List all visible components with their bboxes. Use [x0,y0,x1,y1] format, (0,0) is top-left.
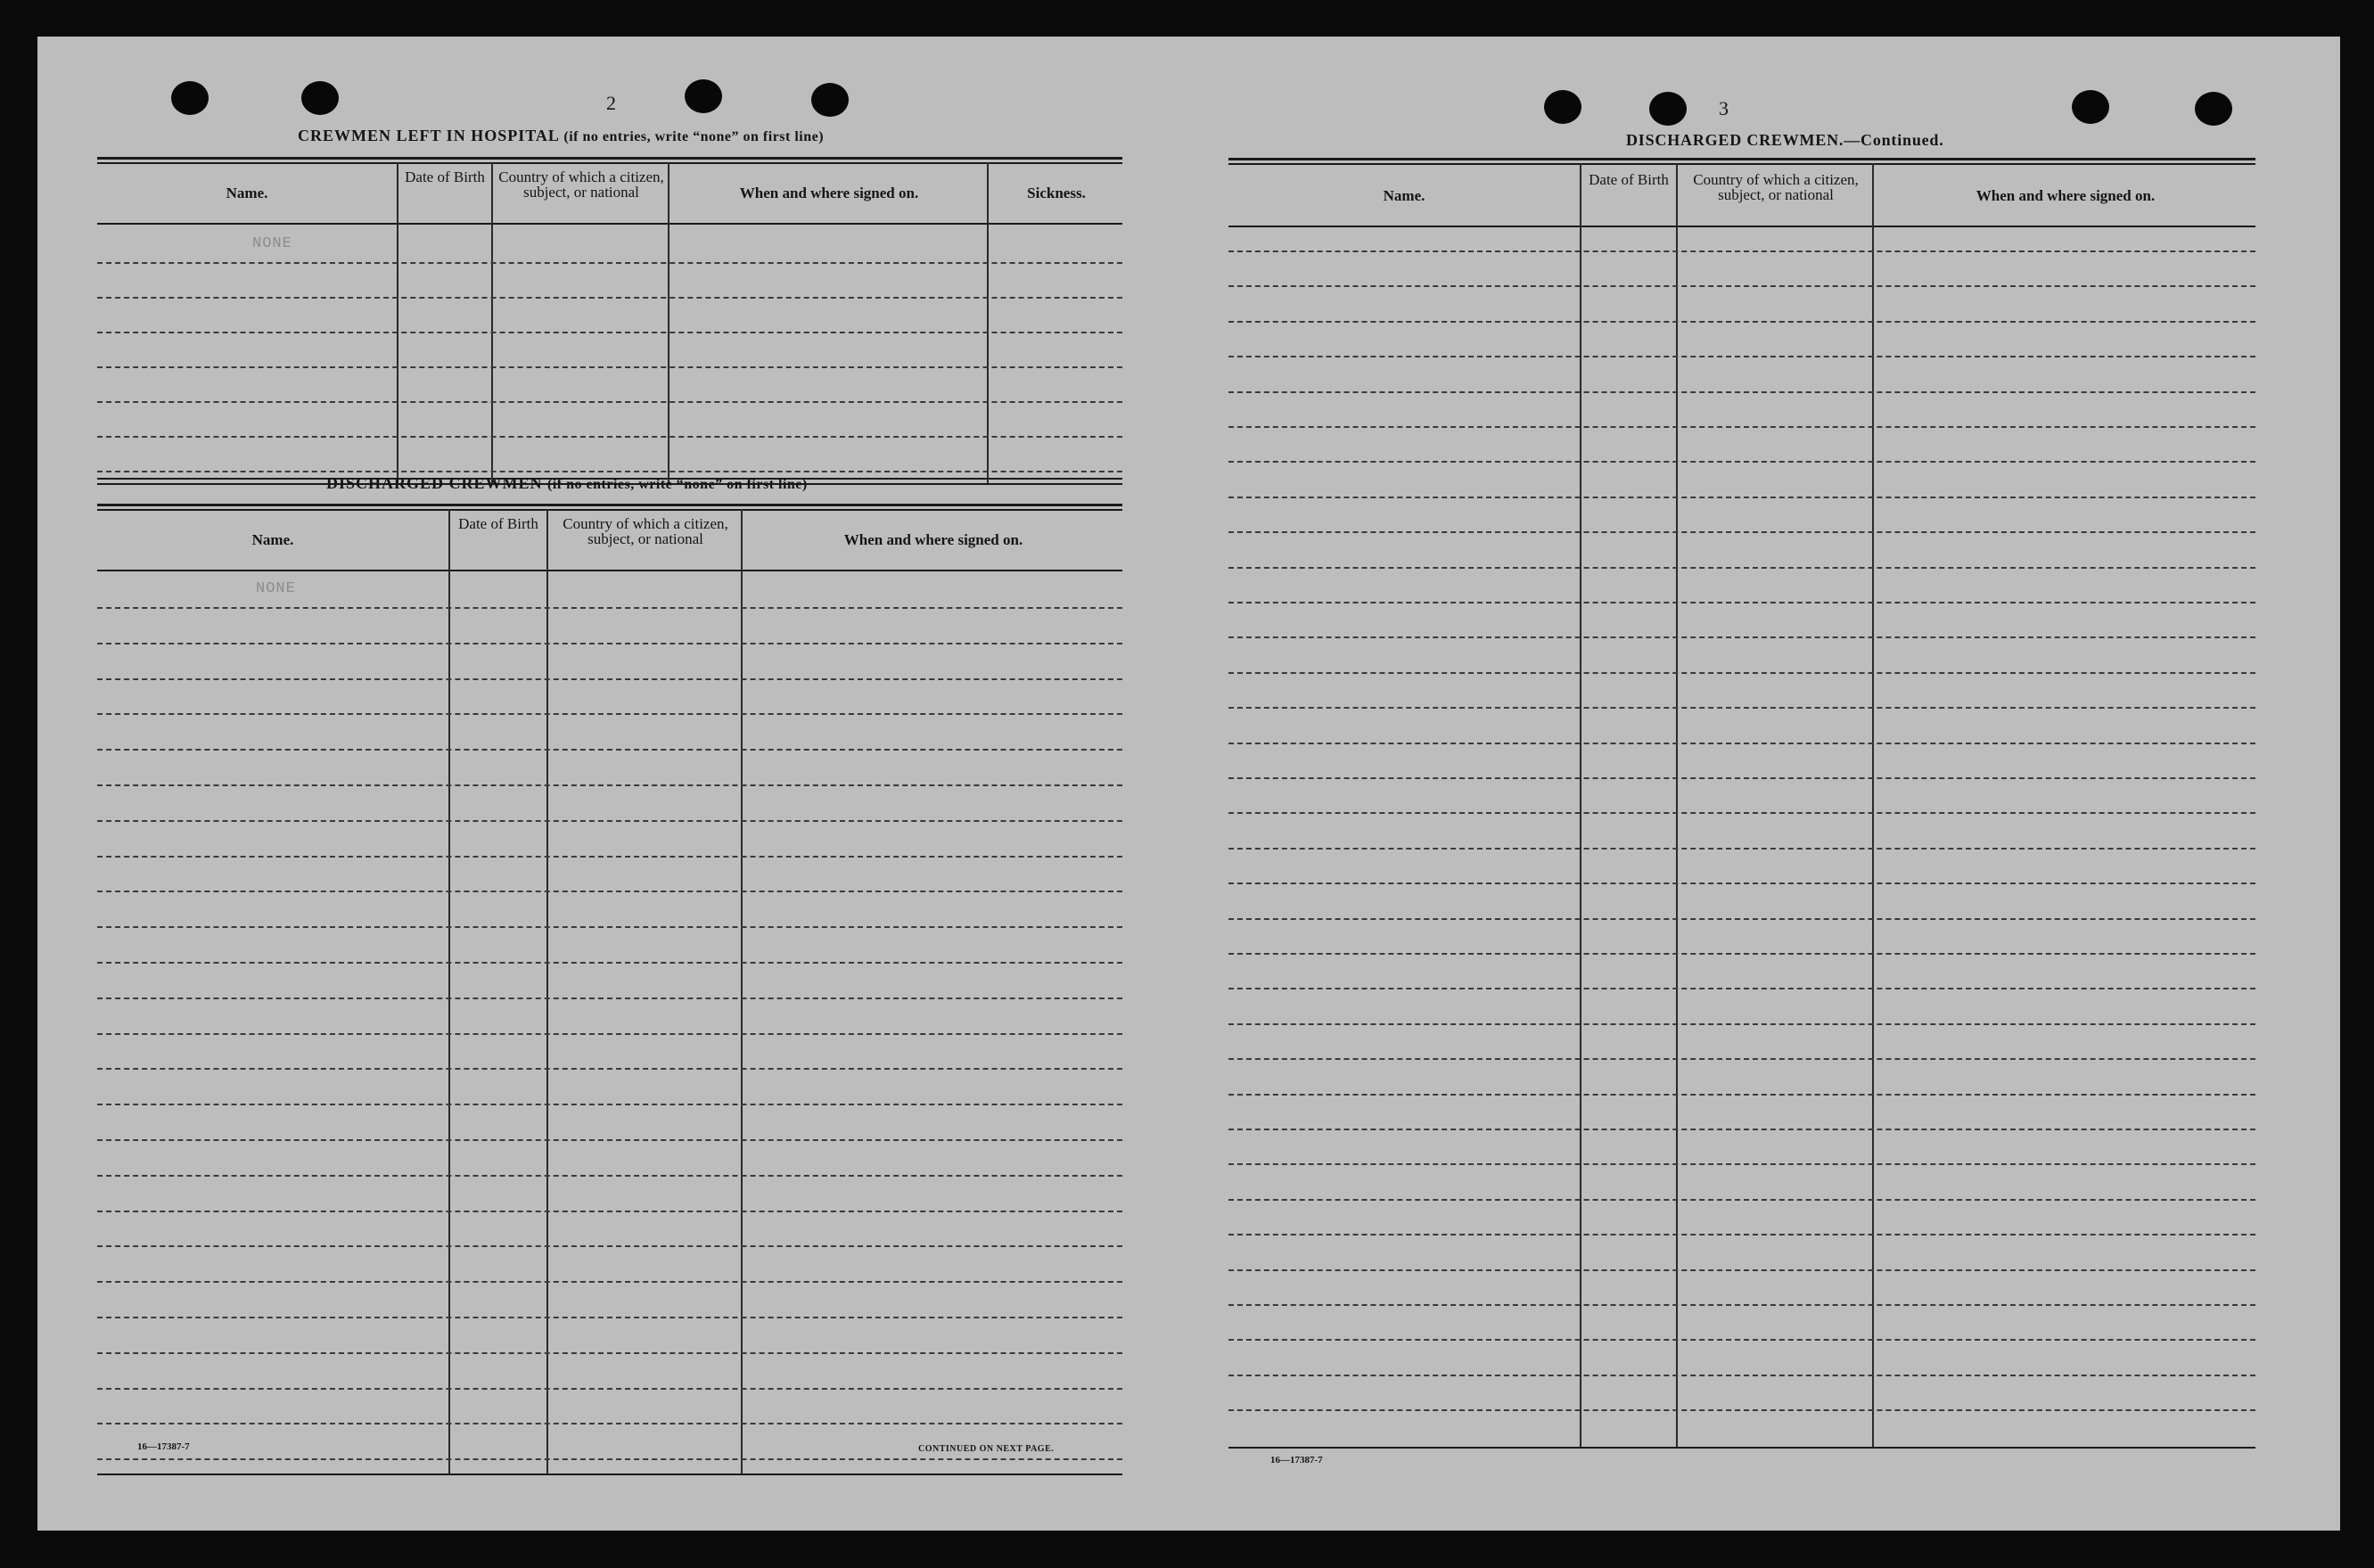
col-header-country: Country of which a citizen, subject, or national [1693,171,1859,203]
col-header-country: Country of which a citizen, subject, or national [563,515,728,547]
entry-line [1228,777,2255,779]
discharged-table-left [97,504,1122,1477]
entry-line [1228,1058,2255,1060]
entry-line [1228,1304,2255,1306]
form-number: 16—17387-7 [1270,1455,1323,1465]
entry-line [1228,1129,2255,1130]
col-header-country: Country of which a citizen, subject, or national [498,168,664,201]
entry-line [1228,321,2255,323]
entry-line [1228,707,2255,709]
entry-line [1228,602,2255,603]
entry-line [97,891,1122,892]
entry-line [97,749,1122,751]
entry-line [1228,848,2255,850]
col-header-signed-on: When and where signed on. [843,531,1023,548]
punch-hole [2195,92,2232,126]
entry-line [97,436,1122,438]
entry-line [1228,812,2255,814]
entry-line [97,1139,1122,1141]
entry-line [97,1423,1122,1424]
entry-line [97,1352,1122,1354]
continued-note: CONTINUED ON NEXT PAGE. [918,1444,1055,1454]
entry-line [1228,1199,2255,1201]
hospital-first-entry: NONE [252,235,292,252]
page-number: 2 [606,92,616,114]
punch-hole [685,79,722,113]
punch-hole [171,81,209,115]
entry-line [97,1033,1122,1035]
entry-line [97,1068,1122,1070]
hospital-section-title [298,127,824,145]
col-header-date-of-birth: Date of Birth [405,168,485,185]
entry-line [97,926,1122,928]
entry-line [1228,567,2255,569]
form-number: 16—17387-7 [137,1441,190,1452]
entry-line [1228,497,2255,498]
entry-line [1228,426,2255,428]
discharged-table-right [1228,158,2255,1490]
entry-line [97,856,1122,858]
entry-line [97,471,1122,472]
entry-line [1228,285,2255,287]
page-number: 3 [1719,97,1729,119]
punch-hole [2072,90,2109,124]
entry-line [97,297,1122,299]
entry-line [1228,531,2255,533]
col-header-signed-on: When and where signed on. [1976,187,2156,204]
discharged-continued-title: DISCHARGED CREWMEN.—Continued. [1626,131,1944,149]
entry-line [1228,1094,2255,1096]
hospital-table [97,157,1122,485]
entry-line [1228,461,2255,463]
col-header-name: Name. [251,531,294,548]
entry-line [1228,988,2255,989]
entry-line [97,1317,1122,1318]
entry-line [1228,953,2255,955]
discharged-subtitle: (if no entries, write “none” on first line) [547,477,808,492]
entry-line [97,366,1122,368]
entry-line [1228,1409,2255,1411]
entry-line [97,643,1122,644]
punch-hole [811,83,849,117]
entry-line [97,1211,1122,1212]
left-page [37,37,1187,1531]
entry-line [1228,1375,2255,1376]
right-page [1187,37,2340,1531]
entry-line [97,1388,1122,1390]
entry-line [1228,883,2255,884]
discharged-section-title [326,474,808,493]
entry-line [97,262,1122,264]
entry-line [97,784,1122,786]
entry-line [1228,743,2255,744]
col-header-date-of-birth: Date of Birth [458,515,538,532]
entry-line [1228,918,2255,920]
entry-line [1228,1023,2255,1025]
scanned-form-sheet [37,37,2340,1531]
entry-line [97,962,1122,964]
discharged-title: DISCHARGED CREWMEN [326,474,543,492]
punch-hole [301,81,339,115]
hospital-subtitle: (if no entries, write “none” on first line) [563,129,825,144]
entry-line [97,401,1122,403]
entry-line [97,607,1122,609]
col-header-sickness: Sickness. [1027,185,1086,201]
entry-line [1228,1234,2255,1236]
entry-line [97,678,1122,680]
entry-line [97,1281,1122,1283]
punch-hole [1649,92,1687,126]
entry-line [1228,1269,2255,1271]
entry-line [97,820,1122,822]
punch-hole [1544,90,1581,124]
entry-line [1228,1339,2255,1341]
entry-line [97,332,1122,333]
entry-line [97,997,1122,999]
entry-line [97,1458,1122,1460]
entry-line [1228,391,2255,393]
entry-line [1228,1163,2255,1165]
col-header-name: Name. [226,185,268,201]
entry-line [97,713,1122,715]
entry-line [97,1175,1122,1177]
discharged-first-entry: NONE [256,580,296,597]
entry-line [97,1104,1122,1105]
col-header-date-of-birth: Date of Birth [1589,171,1669,188]
hospital-title: CREWMEN LEFT IN HOSPITAL [298,127,559,144]
col-header-name: Name. [1383,187,1425,204]
entry-line [1228,636,2255,638]
entry-line [1228,356,2255,357]
entry-line [97,1245,1122,1247]
col-header-signed-on: When and where signed on. [739,185,919,201]
entry-line [1228,250,2255,252]
entry-line [1228,672,2255,674]
